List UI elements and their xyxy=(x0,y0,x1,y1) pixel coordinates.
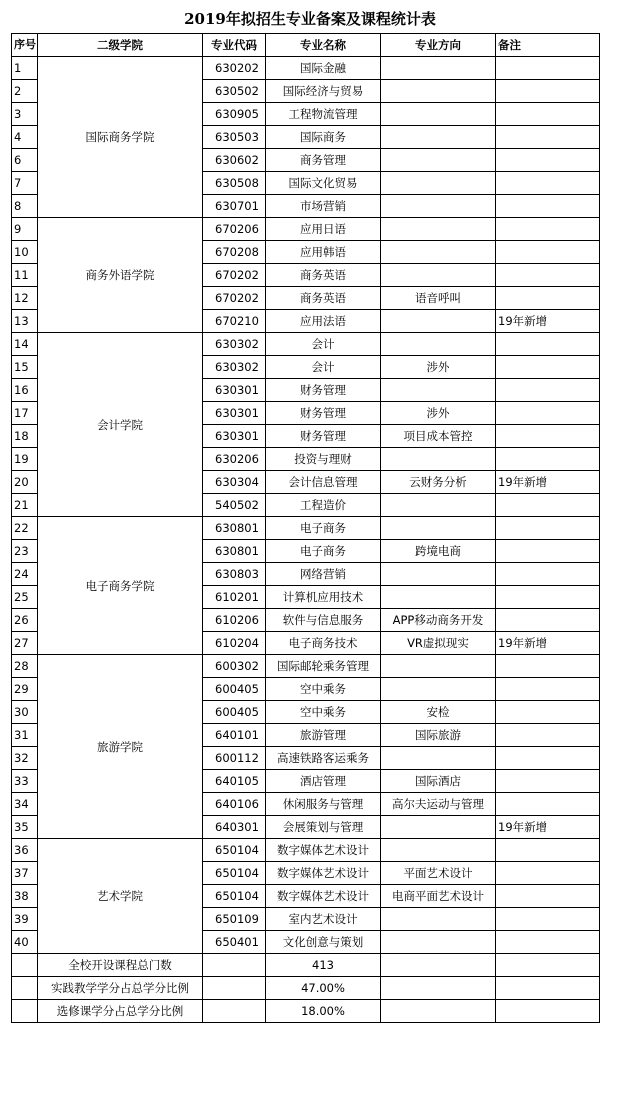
header-direction: 专业方向 xyxy=(381,34,496,57)
major-code: 670202 xyxy=(203,287,266,310)
remark xyxy=(496,908,600,931)
remark xyxy=(496,218,600,241)
major-direction: 高尔夫运动与管理 xyxy=(381,793,496,816)
remark xyxy=(496,586,600,609)
major-direction xyxy=(381,264,496,287)
major-direction xyxy=(381,816,496,839)
major-name: 财务管理 xyxy=(266,402,381,425)
major-name: 财务管理 xyxy=(266,379,381,402)
remark xyxy=(496,425,600,448)
major-code: 670202 xyxy=(203,264,266,287)
remark xyxy=(496,724,600,747)
major-direction xyxy=(381,448,496,471)
major-name: 电子商务 xyxy=(266,540,381,563)
major-name: 数字媒体艺术设计 xyxy=(266,839,381,862)
major-name: 休闲服务与管理 xyxy=(266,793,381,816)
major-code: 630905 xyxy=(203,103,266,126)
summary-value: 413 xyxy=(266,954,381,977)
college-name: 电子商务学院 xyxy=(38,517,203,655)
major-code: 670208 xyxy=(203,241,266,264)
major-direction: 云财务分析 xyxy=(381,471,496,494)
major-code: 630301 xyxy=(203,402,266,425)
row-number: 13 xyxy=(12,310,38,333)
row-number: 17 xyxy=(12,402,38,425)
major-name: 酒店管理 xyxy=(266,770,381,793)
row-number: 14 xyxy=(12,333,38,356)
remark xyxy=(496,57,600,80)
remark: 19年新增 xyxy=(496,471,600,494)
major-code: 640301 xyxy=(203,816,266,839)
remark: 19年新增 xyxy=(496,816,600,839)
remark xyxy=(496,448,600,471)
major-direction xyxy=(381,678,496,701)
remark xyxy=(496,195,600,218)
major-direction: VR虚拟现实 xyxy=(381,632,496,655)
summary-row xyxy=(12,954,600,977)
major-name: 投资与理财 xyxy=(266,448,381,471)
row-number: 8 xyxy=(12,195,38,218)
remark xyxy=(496,287,600,310)
remark xyxy=(496,885,600,908)
major-code: 670206 xyxy=(203,218,266,241)
major-direction xyxy=(381,333,496,356)
major-name: 工程物流管理 xyxy=(266,103,381,126)
major-direction: 电商平面艺术设计 xyxy=(381,885,496,908)
major-name: 国际商务 xyxy=(266,126,381,149)
page-title: 2019年拟招生专业备案及课程统计表 xyxy=(184,10,436,28)
row-number: 21 xyxy=(12,494,38,517)
row-number: 23 xyxy=(12,540,38,563)
row-number: 30 xyxy=(12,701,38,724)
row-number: 33 xyxy=(12,770,38,793)
summary-blank xyxy=(496,1000,600,1023)
major-direction xyxy=(381,908,496,931)
row-number: 18 xyxy=(12,425,38,448)
table-row xyxy=(12,655,600,678)
major-name: 会计信息管理 xyxy=(266,471,381,494)
summary-blank xyxy=(12,954,38,977)
row-number: 37 xyxy=(12,862,38,885)
major-direction: 语音呼叫 xyxy=(381,287,496,310)
row-number: 28 xyxy=(12,655,38,678)
major-code: 640101 xyxy=(203,724,266,747)
row-number: 15 xyxy=(12,356,38,379)
remark xyxy=(496,678,600,701)
header-remark: 备注 xyxy=(496,34,600,57)
major-name: 数字媒体艺术设计 xyxy=(266,862,381,885)
row-number: 12 xyxy=(12,287,38,310)
table-row xyxy=(12,333,600,356)
major-direction xyxy=(381,517,496,540)
major-code: 650401 xyxy=(203,931,266,954)
row-number: 4 xyxy=(12,126,38,149)
major-direction xyxy=(381,494,496,517)
remark xyxy=(496,931,600,954)
row-number: 31 xyxy=(12,724,38,747)
major-name: 商务英语 xyxy=(266,264,381,287)
major-direction xyxy=(381,563,496,586)
college-name: 会计学院 xyxy=(38,333,203,517)
major-direction: 涉外 xyxy=(381,356,496,379)
major-code: 650104 xyxy=(203,839,266,862)
college-name: 商务外语学院 xyxy=(38,218,203,333)
row-number: 36 xyxy=(12,839,38,862)
major-code: 640106 xyxy=(203,793,266,816)
summary-blank xyxy=(203,954,266,977)
remark xyxy=(496,563,600,586)
major-code: 630801 xyxy=(203,517,266,540)
remark xyxy=(496,517,600,540)
summary-blank xyxy=(496,977,600,1000)
remark xyxy=(496,770,600,793)
summary-blank xyxy=(381,954,496,977)
row-number: 35 xyxy=(12,816,38,839)
table-row xyxy=(12,57,600,80)
major-direction xyxy=(381,57,496,80)
major-name: 商务英语 xyxy=(266,287,381,310)
row-number: 26 xyxy=(12,609,38,632)
college-name: 国际商务学院 xyxy=(38,57,203,218)
major-code: 630302 xyxy=(203,333,266,356)
major-direction xyxy=(381,310,496,333)
major-code: 650104 xyxy=(203,862,266,885)
major-direction xyxy=(381,747,496,770)
row-number: 3 xyxy=(12,103,38,126)
remark xyxy=(496,494,600,517)
major-code: 630503 xyxy=(203,126,266,149)
summary-value: 18.00% xyxy=(266,1000,381,1023)
major-name: 电子商务 xyxy=(266,517,381,540)
remark xyxy=(496,540,600,563)
major-direction xyxy=(381,241,496,264)
summary-label: 实践教学学分占总学分比例 xyxy=(38,977,203,1000)
major-direction xyxy=(381,586,496,609)
major-direction: 安检 xyxy=(381,701,496,724)
row-number: 9 xyxy=(12,218,38,241)
remark xyxy=(496,126,600,149)
row-number: 40 xyxy=(12,931,38,954)
major-code: 630701 xyxy=(203,195,266,218)
major-direction: 国际旅游 xyxy=(381,724,496,747)
major-name: 空中乘务 xyxy=(266,678,381,701)
row-number: 32 xyxy=(12,747,38,770)
remark xyxy=(496,862,600,885)
remark xyxy=(496,609,600,632)
major-code: 600302 xyxy=(203,655,266,678)
major-direction: APP移动商务开发 xyxy=(381,609,496,632)
remark xyxy=(496,402,600,425)
remark xyxy=(496,701,600,724)
major-name: 旅游管理 xyxy=(266,724,381,747)
major-name: 会计 xyxy=(266,356,381,379)
major-code: 630602 xyxy=(203,149,266,172)
major-code: 610204 xyxy=(203,632,266,655)
major-direction xyxy=(381,655,496,678)
major-direction xyxy=(381,931,496,954)
row-number: 24 xyxy=(12,563,38,586)
summary-blank xyxy=(12,977,38,1000)
major-name: 高速铁路客运乘务 xyxy=(266,747,381,770)
major-code: 630508 xyxy=(203,172,266,195)
major-direction: 平面艺术设计 xyxy=(381,862,496,885)
table-row xyxy=(12,839,600,862)
major-code: 600405 xyxy=(203,701,266,724)
major-direction xyxy=(381,80,496,103)
remark xyxy=(496,379,600,402)
row-number: 2 xyxy=(12,80,38,103)
major-name: 软件与信息服务 xyxy=(266,609,381,632)
major-direction xyxy=(381,149,496,172)
row-number: 39 xyxy=(12,908,38,931)
table-body xyxy=(12,57,600,1023)
major-code: 600405 xyxy=(203,678,266,701)
major-code: 630302 xyxy=(203,356,266,379)
row-number: 22 xyxy=(12,517,38,540)
header-row xyxy=(12,34,600,57)
major-name: 应用日语 xyxy=(266,218,381,241)
major-direction: 跨境电商 xyxy=(381,540,496,563)
row-number: 10 xyxy=(12,241,38,264)
header-code: 专业代码 xyxy=(203,34,266,57)
major-direction xyxy=(381,379,496,402)
summary-blank xyxy=(12,1000,38,1023)
major-direction xyxy=(381,103,496,126)
major-name: 会计 xyxy=(266,333,381,356)
major-name: 国际文化贸易 xyxy=(266,172,381,195)
row-number: 20 xyxy=(12,471,38,494)
major-name: 电子商务技术 xyxy=(266,632,381,655)
summary-value: 47.00% xyxy=(266,977,381,1000)
row-number: 38 xyxy=(12,885,38,908)
major-direction xyxy=(381,195,496,218)
major-name: 网络营销 xyxy=(266,563,381,586)
major-name: 工程造价 xyxy=(266,494,381,517)
summary-blank xyxy=(203,977,266,1000)
remark xyxy=(496,103,600,126)
major-direction xyxy=(381,839,496,862)
summary-label: 选修课学分占总学分比例 xyxy=(38,1000,203,1023)
major-direction: 涉外 xyxy=(381,402,496,425)
major-name: 商务管理 xyxy=(266,149,381,172)
summary-blank xyxy=(496,954,600,977)
major-code: 630206 xyxy=(203,448,266,471)
major-code: 630803 xyxy=(203,563,266,586)
row-number: 19 xyxy=(12,448,38,471)
major-direction: 项目成本管控 xyxy=(381,425,496,448)
major-direction xyxy=(381,172,496,195)
row-number: 34 xyxy=(12,793,38,816)
major-name: 财务管理 xyxy=(266,425,381,448)
remark xyxy=(496,655,600,678)
major-code: 630301 xyxy=(203,379,266,402)
table-row xyxy=(12,218,600,241)
major-name: 数字媒体艺术设计 xyxy=(266,885,381,908)
major-code: 650104 xyxy=(203,885,266,908)
remark xyxy=(496,793,600,816)
summary-blank xyxy=(381,1000,496,1023)
remark xyxy=(496,149,600,172)
major-code: 630301 xyxy=(203,425,266,448)
remark xyxy=(496,356,600,379)
major-code: 630801 xyxy=(203,540,266,563)
remark xyxy=(496,333,600,356)
row-number: 25 xyxy=(12,586,38,609)
header-seq: 序号 xyxy=(12,34,38,57)
major-name: 会展策划与管理 xyxy=(266,816,381,839)
remark xyxy=(496,241,600,264)
major-code: 630202 xyxy=(203,57,266,80)
summary-label: 全校开设课程总门数 xyxy=(38,954,203,977)
major-name: 室内艺术设计 xyxy=(266,908,381,931)
major-name: 市场营销 xyxy=(266,195,381,218)
remark: 19年新增 xyxy=(496,310,600,333)
summary-row xyxy=(12,1000,600,1023)
major-code: 610201 xyxy=(203,586,266,609)
summary-blank xyxy=(381,977,496,1000)
major-code: 640105 xyxy=(203,770,266,793)
remark xyxy=(496,172,600,195)
row-number: 16 xyxy=(12,379,38,402)
major-code: 600112 xyxy=(203,747,266,770)
course-statistics-table xyxy=(11,33,600,1023)
header-college: 二级学院 xyxy=(38,34,203,57)
row-number: 27 xyxy=(12,632,38,655)
remark xyxy=(496,264,600,287)
remark xyxy=(496,747,600,770)
remark: 19年新增 xyxy=(496,632,600,655)
major-name: 空中乘务 xyxy=(266,701,381,724)
remark xyxy=(496,80,600,103)
row-number: 11 xyxy=(12,264,38,287)
major-direction: 国际酒店 xyxy=(381,770,496,793)
summary-blank xyxy=(203,1000,266,1023)
major-code: 630502 xyxy=(203,80,266,103)
header-major: 专业名称 xyxy=(266,34,381,57)
major-name: 应用韩语 xyxy=(266,241,381,264)
row-number: 6 xyxy=(12,149,38,172)
major-name: 计算机应用技术 xyxy=(266,586,381,609)
major-code: 630304 xyxy=(203,471,266,494)
major-code: 610206 xyxy=(203,609,266,632)
major-code: 540502 xyxy=(203,494,266,517)
row-number: 7 xyxy=(12,172,38,195)
major-name: 国际经济与贸易 xyxy=(266,80,381,103)
college-name: 艺术学院 xyxy=(38,839,203,954)
major-name: 应用法语 xyxy=(266,310,381,333)
major-name: 国际金融 xyxy=(266,57,381,80)
major-code: 650109 xyxy=(203,908,266,931)
remark xyxy=(496,839,600,862)
row-number: 29 xyxy=(12,678,38,701)
table-row xyxy=(12,517,600,540)
row-number: 1 xyxy=(12,57,38,80)
college-name: 旅游学院 xyxy=(38,655,203,839)
major-direction xyxy=(381,126,496,149)
major-name: 国际邮轮乘务管理 xyxy=(266,655,381,678)
major-name: 文化创意与策划 xyxy=(266,931,381,954)
major-direction xyxy=(381,218,496,241)
summary-row xyxy=(12,977,600,1000)
major-code: 670210 xyxy=(203,310,266,333)
